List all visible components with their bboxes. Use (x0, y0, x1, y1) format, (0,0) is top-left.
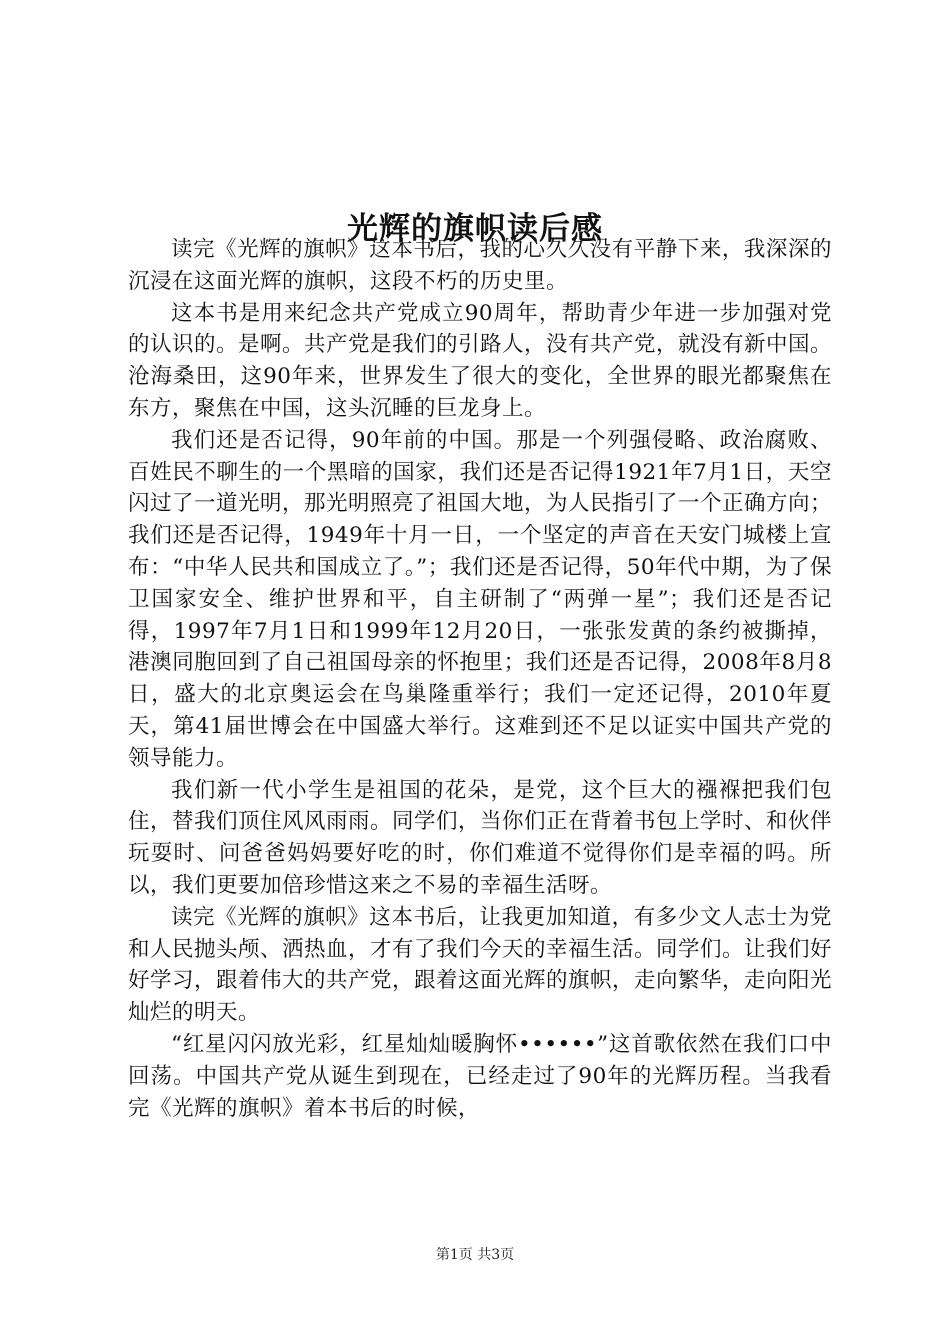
document-body (128, 234, 832, 1124)
paragraph-4: 我们新一代小学生是祖国的花朵，是党，这个巨大的襁褓把我们包住，替我们顶住风风雨雨。同学们，当你们正在背着书包上学时、和伙伴玩耍时、问爸爸妈妈要好吃的时，你们难道不觉得你们是幸福的吗。所以，我们更要加倍珍惜这来之不易的幸福生活呀。 (128, 777, 833, 898)
paragraph-3: 我们还是否记得，90年前的中国。那是一个列强侵略、政治腐败、百姓民不聊生的一个黑暗的国家，我们还是否记得1921年7月1日，天空闪过了一道光明，那光明照亮了祖国大地，为人民指引了一个正确方向；我们还是否记得，1949年十月一日，一个坚定的声音在天安门城楼上宣布：“中华人民共和国成立了。”；我们还是否记得，50年代中期，为了保卫国家安全、维护世界和平，自主研制了“两弹一星”；我们还是否记得，1997年7月1日和1999年12月20日，一张张发黄的条约被撕掉，港澳同胞回到了自己祖国母亲的怀抱里；我们还是否记得，2008年8月8日，盛大的北京奥运会在鸟巢隆重举行；我们一定还记得，2010年夏天，第41届世博会在中国盛大举行。这难到还不足以证实中国共产党的领导能力。 (128, 427, 833, 771)
paragraph-6: “红星闪闪放光彩，红星灿灿暖胸怀••••••”这首歌依然在我们口中回荡。中国共产党从诞生到现在，已经走过了90年的光辉历程。当我看完《光辉的旗帜》着本书后的时候， (128, 1031, 832, 1121)
document-title: 光辉的旗帜读后感 (347, 210, 603, 247)
paragraph-1: 读完《光辉的旗帜》这本书后，我的心久久没有平静下来，我深深的沉浸在这面光辉的旗帜，这段不朽的历史里。 (128, 237, 832, 294)
page-number-footer: 第1页 共3页 (435, 1247, 515, 1263)
paragraph-5: 读完《光辉的旗帜》这本书后，让我更加知道，有多少文人志士为党和人民抛头颅、洒热血，才有了我们今天的幸福生活。同学们。让我们好好学习，跟着伟大的共产党，跟着这面光辉的旗帜，走向繁华，走向阳光灿烂的明天。 (128, 904, 833, 1026)
paragraph-2: 这本书是用来纪念共产党成立90周年，帮助青少年进一步加强对党的认识的。是啊。共产党是我们的引路人，没有共产党，就没有新中国。沧海桑田，这90年来，世界发生了很大的变化，全世界的眼光都聚焦在东方，聚焦在中国，这头沉睡的巨龙身上。 (128, 300, 833, 421)
